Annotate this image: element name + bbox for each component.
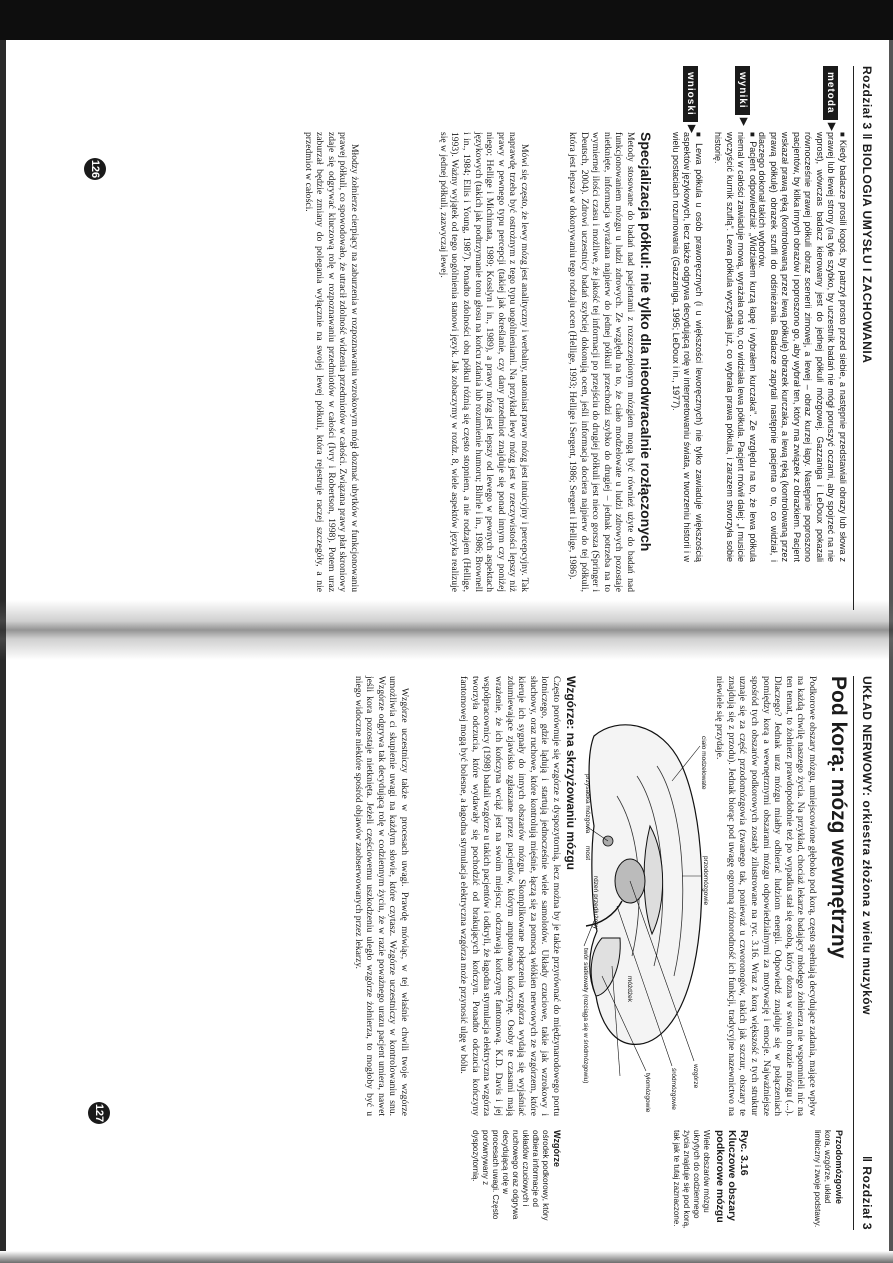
figure-title: Kluczowe obszary podkorowe mózgu xyxy=(714,1130,738,1223)
brain-diagram xyxy=(582,676,712,1116)
page-126 xyxy=(50,58,880,618)
label-most: most xyxy=(584,846,591,861)
paragraph-wnioski: ■ Lewa półkula u osób praworęcznych (i u większości leworęcznych) nie tylko zawiaduje większością aspektów językowych, lecz także odgrywa decydującą rolę w interpretowaniu świata, w tworzeniu historii i w wielu postaciach rozumowania (Gazzaniga, 1995; LeDoux i in., 1977). xyxy=(670,132,705,562)
running-header-127 xyxy=(853,676,876,1230)
label-twor: twór siatkowaty (rozciąga się w śródmózgowiu) xyxy=(582,948,589,1084)
page-number-127: 127 xyxy=(88,1102,110,1124)
body-paragraph-2: Mówi się często, że lewy mózg jest analityczny i werbalny, natomiast prawy mózg jest intuicyjny i percepcyjny. Tak naprawdę trzeba być ostrożnym z tego typu uogólnieniami. Na przykład lewy mózg jest w rzeczywistości lepszy niż prawy w pewnego typu percepcji (takiej jak określanie, czy dany przedmiot znajduje się ponad innym czy poniżej niego; Hellige i Michimata, 1989; Kosslyn i in., 1989), a prawy mózg jest lepszy od lewego w pewnych aspektach językowych (takich jak podtrzymanie tonu głosu na końcu zdania lub rozumienie humoru; Bihrle i in., 1986; Brownell i in., 1984; Ellis i Young, 1987). Ponadto zdolności obu półkul różnią się często stopniem, a nie rodzajem (Hellige, 1993). Ważny wyjątek od tego uogólnienia stanowi język. Jak zobaczymy w rozdz. 8, wiele aspektów języka realizuje się w jednej półkuli, zazwyczaj lewej. xyxy=(437,132,530,592)
body-paragraph-wzgorze-1: Często porównuje się wzgórze z dyspozytornią, lecz można by je także przyrównać do międzynarodowego portu lotniczego, gdzie lądują i startują jednocześnie wiele samolotów. Układy czuciowe, takie jak wzrokowy i słuchowy, oraz ruchowe, które kontrolują mięśnie, łączą się za pomocą włókien nerwowych ze wzgórzem, które kieruje ich sygnały do innych obszarów mózgu. Skomplikowane połączenia wzgórza wydają się wyjaśniać zdumiewające zjawisko zgłaszane przez pacjentów, którym amputowano kończynę. Osoby te czasami mają wrażenie, że ich kończyna wciąż jest na swoim miejscu; odczuwają kończynę fantomową. K.D. Davis i jej współpracownicy (1998) badali wzgórze u takich pacjentów i odkryli, że łagodna stymulacja elektryczna wzgórza tworzyła odczucia, które wydawały się pochodzić od brakujących kończyn. Ponadto odczucia kończyny fantomowej mogą być bolesne, a łagodna stymulacja elektryczna wzgórza może przynosić ulgę w bólu. xyxy=(458,676,562,1116)
scan-top-band xyxy=(0,0,893,40)
running-header-126 xyxy=(853,66,876,610)
figure-caption xyxy=(671,1130,750,1230)
label-mozdzek: móżdżek xyxy=(626,976,633,1003)
page-127 xyxy=(50,668,880,1238)
header-title: UKŁAD NERWOWY: orkiestra złożona z wielu muzyków xyxy=(860,676,874,1015)
section-heading-wzgorze: Wzgórze: na skrzyżowaniu mózgu xyxy=(564,676,578,871)
tag-wyniki: wyniki ▶ xyxy=(735,66,750,115)
sidenote-wzgorze xyxy=(470,1130,562,1230)
section-heading-specjalizacja: Specjalizacja półkul: nie tylko dla nieodwracalnie rozłączonych xyxy=(638,132,654,552)
label-srodmozgowie: śródmózgowie xyxy=(670,1068,677,1110)
label-przodomozgowie: przodomózgowie xyxy=(702,856,709,906)
paragraph-metoda: ■ Kiedy badacze prosili kogoś, by patrzył prosto przed siebie, a następnie przedstawiali obrazy lub słowa z prawej lub lewej strony (na tyle szybko, by uczestnik badań nie mógł poruszyć oczami, aby spojrzeć na nie wprost), wówczas badacz kierowany jest do jednej półkuli mózgowej. Gazzaniga i LeDoux pokazali równocześnie prawej półkuli obraz scenerii zimowej, a lewej – obraz kurzej łapy. Następnie poproszono pacjentów, by kilka innych obrazów i poproszono go, aby wybrał ten, który ma związek z obrazkiem. Pacjent wskazał prawą ręką (kontrolowaną przez lewą półkulę) obrazek kurczaka, a lewą ręką (kontrolowaną przez prawą półkulę) obrazek szufli do odśnieżania. Badacze zapytali następnie pacjenta o to, co widział, i dlaczego dokonał takich wyborów. xyxy=(756,132,848,562)
label-tylomozgowie: tyłomózgowie xyxy=(644,1073,651,1113)
tag-metoda: metoda ▶ xyxy=(823,66,838,120)
figure-caption-text: Wiele obszarów mózgu ukrytych do codziennego życia znajduje się pod korą, tak jak te tutaj zaznaczone. xyxy=(672,1130,711,1229)
sidenote-text: kora, wzgórze, układ limbiczny i zwoje podstawy. xyxy=(813,1130,832,1228)
label-rdzen: rdzeń przedłużony xyxy=(592,876,599,930)
page-number-126: 126 xyxy=(84,158,106,180)
label-cialo-modzelowate: ciało modzelowate xyxy=(700,736,707,790)
scan-bottom-edge xyxy=(0,1251,893,1263)
tag-wnioski: wnioski ▶ xyxy=(683,66,698,122)
label-przysadka: przysadka mózgowa xyxy=(584,774,591,834)
body-paragraph-3: Młodzy żołnierze cierpiący na zaburzenia w rozpoznawaniu wzrokowym mógł dozmać ubytków w funkcjonowaniu prawej półkuli, co spowodowało, że utracił zdolność widzenia przedmiotów w całości. Związana prawy płat skroniowy zdaje się odgrywać kluczową rolę w rozpoznawaniu przedmiotów w całości (Ivry i Robertson, 1998). Potem uraz zaburzał będzie zmiany do polegania wyłącznie na swojej lewej półkuli, która rejestruje raczej szczegóły, a nie przedmiot w całości. xyxy=(302,132,360,592)
figure-number: Ryc. 3.16 xyxy=(738,1130,750,1176)
sidenote-przodomozgowie xyxy=(812,1130,844,1230)
paragraph-wyniki: ■ Pacjent odpowiedział: „Widziałem kurzą łapę i wybrałem kurczaka”. Ze względu na to, że lewa półkula niemal w całości zawiaduje mową, wyrażała ona to, co widziała lewa półkula. Pacjent mówił dalej: „I musicie wyczyścić kurnik szuflą”. Lewa półkula wyczytała już, co wybrała prawa półkula, i zarazem stworzyła sobie historię. xyxy=(712,132,758,562)
header-chapter: ‖ Rozdział 3 xyxy=(860,1156,874,1230)
body-paragraph-wzgorze-2: Wzgórze uczestniczy także w procesach uwagi. Prawdę mówiąc, w tej właśnie chwili twoje wzgórze umożliwia ci skupienie uwagi na każdym słowie, które czytasz. Wzgórze uczestniczy w kontrolowaniu snu. Wzgórze odgrywa tak decydującą rolę w codziennym życiu, że w razie poważnego urazu pacjent umiera, nawet jeśli kora pozostaje nietknięta. Jeżeli częściowemu uszkodzeniu uległo wzgórze żołnierza, to mogłoby być u niego widoczne niektóre spośród objawów zaobserwowanych przez lekarzy. xyxy=(352,676,410,1116)
body-paragraph-1: Metody stosowane do badań nad pacjentami z rozszczepionym mózgiem mogą być również użyte do badań nad funkcjonowaniem mózgu u ludzi zdrowych. Ze względu na to, że ciało modzelowate u ludzi zdrowych pozostaje nietknięte, informacja wyrażana najpierw do jednej półkuli przechodzi szybko do drugiej – jednak potrzeba na to wymiernej ilości czasu i możliwe, że jakość tej informacji po przejściu do drugiej półkuli jest nieco gorsza (Springer i Deutsch, 2004). Zdrowi uczestnicy badań szybciej dokonują ocen, jeśli informacja dociera najpierw do tej półkuli, która jest lepsza w dokonywaniu tego rodzaju ocen (Hellige, 1993; Hellige i Sergent, 1986; Sergent i Hellige, 1986). xyxy=(567,132,636,592)
page-title: Pod korą: mózg wewnętrzny xyxy=(827,676,850,959)
sidenote-term: Wzgórze xyxy=(552,1130,562,1167)
header-chapter: Rozdział 3 ‖ BIOLOGIA UMYSŁU I ZACHOWANIA xyxy=(860,66,874,364)
sidenote-term: Przodomózgowie xyxy=(834,1130,844,1204)
intro-paragraph: Podkorowe obszary mózgu, umiejscowione głęboko pod korą, często spełniają decydujące zadania, mające wpływ na każdą chwilę naszego życia. Na przykład, chociaż lekarze badający młodego żołnierza nie wspomnieli nic na ten temat, to żołnierz prawdopodobnie też po wypadku stał się osobą, który dozna w swoim obrazie mózgu (...). Dlaczego? Jednak uraz mózgu miałby odbierać ludziom energii. Odpowiedź znajduje się w połączeniach pomiędzy korą a wewnętrznymi obszarami mózgu odpowiedzialnymi za motywację i emocje. Najważniejsze spośród tych obszarów podkorowych zostały zilustrowane na ryc. 3.16. Wraz z korą większość z tych struktur uznaje się za część przodomózgowia (zwanego tak, ponieważ u czworonogów, takich jak szczur, obszary te znajdują się z przodu). Jednak biorąc pod uwagę ogromną różnorodność ich funkcji, tradycyjne nazewnictwo na niewiele się przydaje. xyxy=(714,676,818,1116)
sidenote-text: ośrodek podkorowy, który odbiera informacje od układów czuciowych i ruchowego oraz odgrywa decydującą rolę w procesach uwagi. Często porównywany z dyspozytornią. xyxy=(471,1130,550,1221)
brain-outline xyxy=(586,725,702,1045)
label-wzgorze: wzgórze xyxy=(692,1064,699,1089)
